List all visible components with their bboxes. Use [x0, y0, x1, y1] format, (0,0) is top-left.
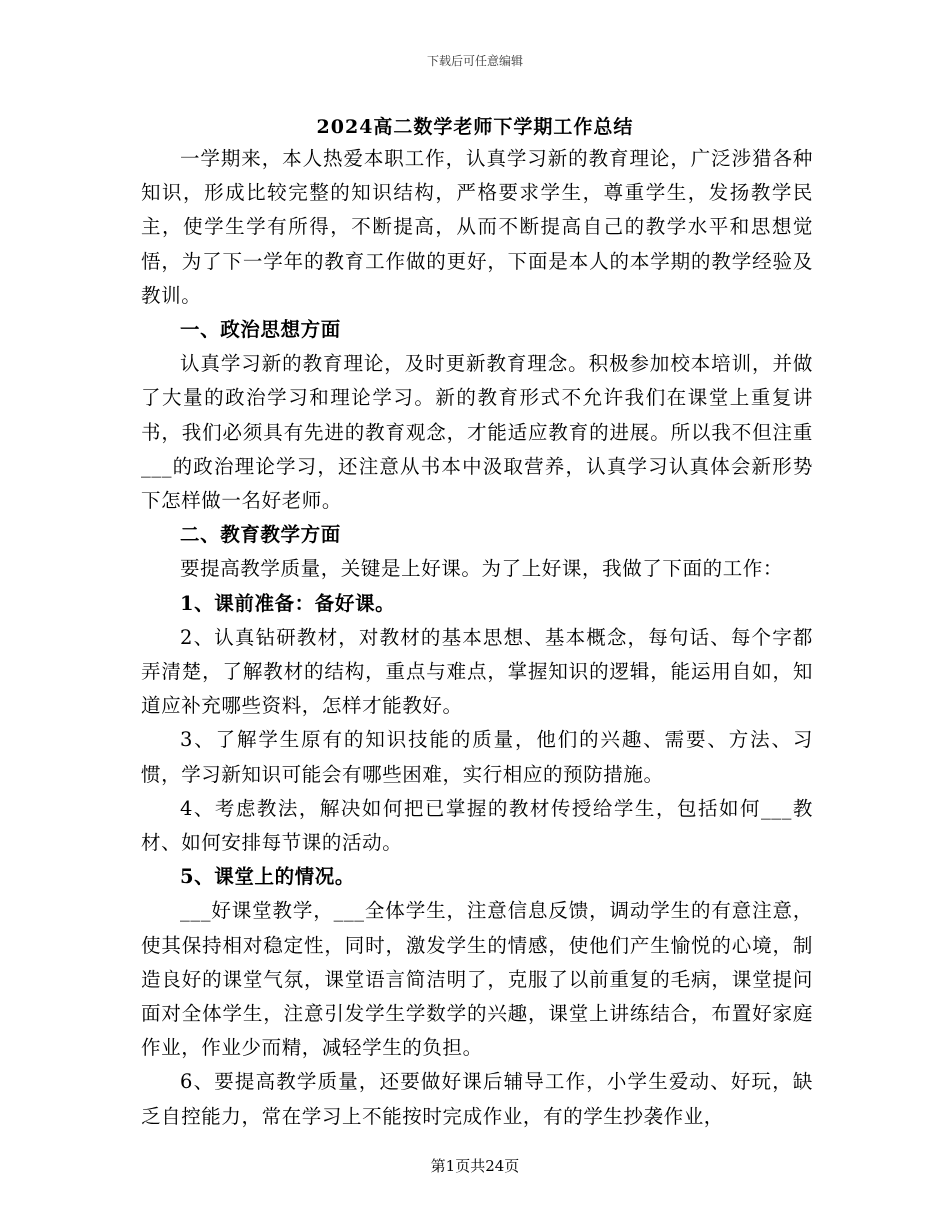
paragraph-item-6: 6、要提高教学质量，还要做好课后辅导工作，小学生爱动、好玩，缺乏自控能力，常在学习上不能按时完成作业，有的学生抄袭作业，: [141, 1070, 813, 1128]
paragraph-classroom: ___好课堂教学，___全体学生，注意信息反馈，调动学生的有意注意，使其保持相对稳定性，同时，激发学生的情感，使他们产生愉悦的心境，制造良好的课堂气氛，课堂语言简洁明了，克服了以前重复的毛病，课堂提问面对全体学生，注意引发学生学数学的兴趣，课堂上讲练结合，布置好家庭作业，作业少而精，减轻学生的负担。: [141, 899, 813, 1060]
subheading-classroom: 5、课堂上的情况。: [180, 865, 355, 889]
header-note: 下载后可任意编辑: [426, 54, 523, 68]
subheading-preparation: 1、课前准备：备好课。: [180, 591, 396, 615]
document-body: [141, 142, 813, 1134]
paragraph-item-2: 2、认真钻研教材，对教材的基本思想、基本概念，每句话、每个字都弄清楚，了解教材的结构，重点与难点，掌握知识的逻辑，能运用自如，知道应补充哪些资料，怎样才能教好。: [141, 625, 813, 718]
paragraph-item-4: 4、考虑教法，解决如何把已掌握的教材传授给学生，包括如何___教材、如何安排每节课的活动。: [141, 796, 813, 855]
document-title: 2024高二数学老师下学期工作总结: [316, 116, 634, 138]
paragraph-politics: 认真学习新的教育理论，及时更新教育理念。积极参加校本培训，并做了大量的政治学习和理论学习。新的教育形式不允许我们在课堂上重复讲书，我们必须具有先进的教育观念，才能适应教育的进展。所以我不但注重___的政治理论学习，还注意从书本中汲取营养，认真学习认真体会新形势下怎样做一名好老师。: [141, 352, 813, 513]
paragraph-item-3: 3、了解学生原有的知识技能的质量，他们的兴趣、需要、方法、习惯，学习新知识可能会有哪些困难，实行相应的预防措施。: [141, 728, 813, 786]
page-number: 第1页共24页: [430, 1157, 520, 1175]
section-heading-politics: 一、政治思想方面: [180, 318, 341, 342]
paragraph-teaching-intro: 要提高教学质量，关键是上好课。为了上好课，我做了下面的工作：: [180, 557, 784, 581]
section-heading-teaching: 二、教育教学方面: [180, 523, 341, 547]
paragraph-intro: 一学期来，本人热爱本职工作，认真学习新的教育理论，广泛涉猎各种知识，形成比较完整的知识结构，严格要求学生，尊重学生，发扬教学民主，使学生学有所得，不断提高，从而不断提高自己的教学水平和思想觉悟，为了下一学年的教育工作做的更好，下面是本人的本学期的教学经验及教训。: [141, 147, 813, 307]
